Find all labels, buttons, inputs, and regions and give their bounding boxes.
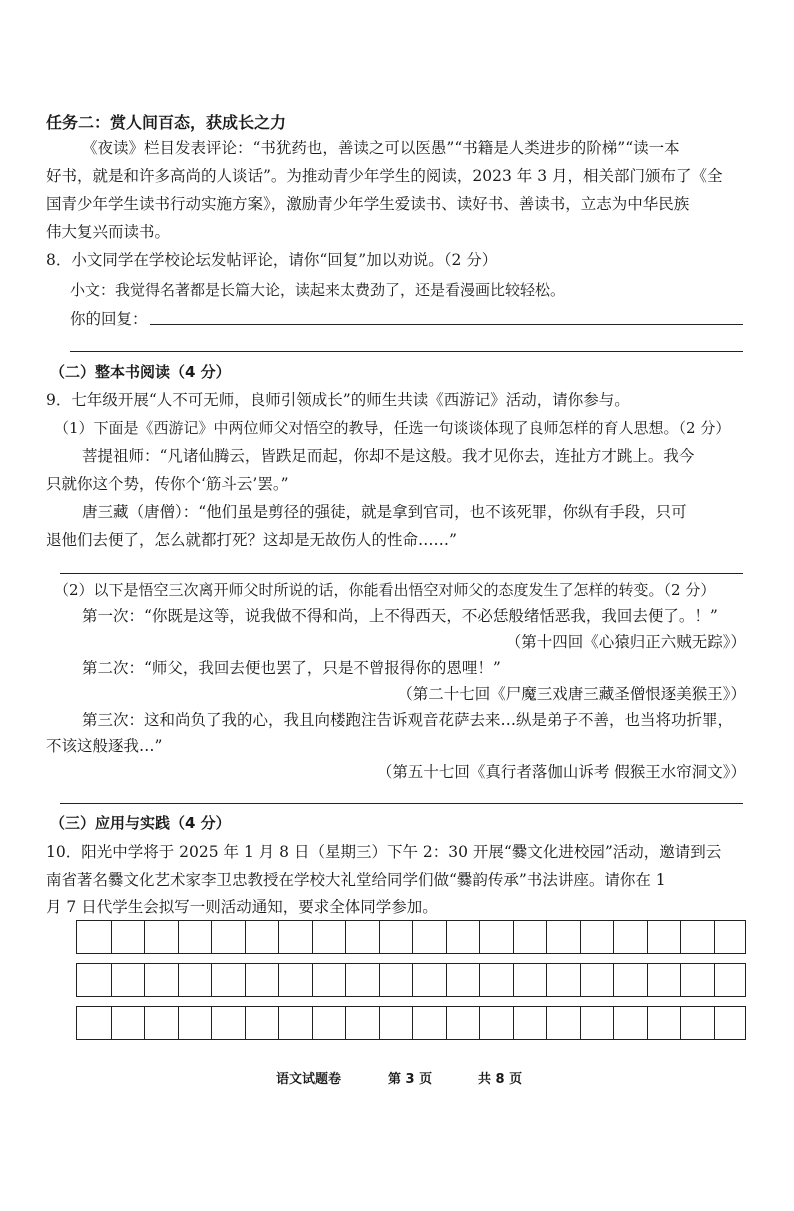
- task2-intro-line-3: 国青少年学生读书行动实施方案》，激励青少年学生爱读书、读好书、善读书，立志为中华民族: [46, 195, 690, 213]
- grid-cell-divider: [513, 964, 514, 996]
- q9-third-quote-line-1: 第三次：这和尚负了我的心，我且向楼跑注告诉观音花萨去来…纵是弟子不善，也当将功折罪，: [82, 711, 734, 729]
- grid-cell-divider: [144, 964, 145, 996]
- grid-cell-divider: [111, 921, 112, 953]
- grid-cell-divider: [111, 964, 112, 996]
- grid-cell-divider: [245, 921, 246, 953]
- grid-cell-divider: [111, 1007, 112, 1039]
- q9-second-source: （第二十七回《尸魔三戏唐三藏圣僧恨逐美猴王》）: [397, 685, 746, 703]
- grid-cell-divider: [546, 921, 547, 953]
- q9-sub2-prompt: （2）以下是悟空三次离开师父时所说的话，你能看出悟空对师父的态度发生了怎样的转变。（2 分）: [54, 581, 716, 599]
- q9-first-quote: 第一次：“你既是这等，说我做不得和尚，上不得西天，不必恁般绪恬恶我，我回去便了。！”: [82, 607, 718, 625]
- grid-cell-divider: [479, 921, 480, 953]
- grid-cell-divider: [680, 964, 681, 996]
- task2-intro-line-4: 伟大复兴而读书。: [46, 223, 171, 241]
- grid-cell-divider: [446, 921, 447, 953]
- grid-cell-divider: [613, 1007, 614, 1039]
- grid-cell-divider: [479, 964, 480, 996]
- grid-cell-divider: [245, 1007, 246, 1039]
- grid-cell-divider: [647, 964, 648, 996]
- task2-intro-line-1: 《夜读》栏目发表评论：“书犹药也，善读之可以医愚”“书籍是人类进步的阶梯”“读一本: [82, 139, 680, 157]
- grid-cell-divider: [714, 964, 715, 996]
- grid-cell-divider: [580, 964, 581, 996]
- grid-cell-divider: [714, 921, 715, 953]
- grid-cell-divider: [412, 921, 413, 953]
- grid-cell-divider: [178, 921, 179, 953]
- grid-cell-divider: [580, 921, 581, 953]
- grid-cell-divider: [211, 1007, 212, 1039]
- q8-answer-line-2[interactable]: [70, 351, 743, 352]
- q9-first-source: （第十四回《心猿归正六贼无踪》）: [505, 633, 746, 651]
- grid-cell-divider: [312, 1007, 313, 1039]
- q9-sub1-answer-line[interactable]: [60, 573, 743, 574]
- q9-third-source: （第五十七回《真行者落伽山诉考 假猴王水帘洞文》）: [376, 763, 746, 781]
- q9-quote1-line-2: 只就你这个势，传你个‘筋斗云’罢。”: [46, 475, 289, 493]
- grid-cell-divider: [546, 964, 547, 996]
- grid-cell-divider: [312, 921, 313, 953]
- grid-cell-divider: [613, 964, 614, 996]
- q9-quote1-line-1: 菩提祖师：“凡诸仙腾云，皆跌足而起，你却不是这般。我才见你去，连扯方才跳上。我今: [82, 447, 695, 465]
- section2-title: （二）整本书阅读（4 分）: [50, 363, 231, 381]
- grid-cell-divider: [144, 921, 145, 953]
- grid-cell-divider: [178, 964, 179, 996]
- task2-title: 任务二：赏人间百态，获成长之力: [46, 113, 287, 132]
- q10-line-1: 10．阳光中学将于 2025 年 1 月 8 日（星期三）下午 2：30 开展“爨文化进校园”活动，邀请到云: [46, 843, 722, 861]
- grid-cell-divider: [446, 1007, 447, 1039]
- grid-cell-divider: [245, 964, 246, 996]
- task2-intro-line-2: 好书，就是和许多高尚的人谈话”。为推动青少年学生的阅读，2023 年 3 月，相关部门颁布了《全: [46, 167, 723, 185]
- q10-line-2: 南省著名爨文化艺术家李卫忠教授在学校大礼堂给同学们做“爨韵传承”书法讲座。请你在 1: [46, 871, 666, 889]
- grid-cell-divider: [479, 1007, 480, 1039]
- q9-quote2-line-2: 退他们去便了，怎么就都打死？这却是无故伤人的性命……”: [46, 531, 457, 549]
- grid-cell-divider: [345, 921, 346, 953]
- grid-cell-divider: [513, 1007, 514, 1039]
- q8-answer-line-1[interactable]: [150, 324, 743, 325]
- q8-question: 8．小文同学在学校论坛发帖评论，请你“回复”加以劝说。（2 分）: [46, 251, 498, 269]
- q9-sub2-answer-line[interactable]: [60, 803, 743, 804]
- q8-post: 小文：我觉得名著都是长篇大论，读起来太费劲了，还是看漫画比较轻松。: [70, 281, 566, 299]
- grid-cell-divider: [647, 921, 648, 953]
- q9-third-quote-line-2: 不该这般逐我…”: [46, 737, 163, 755]
- answer-grid[interactable]: [76, 920, 746, 1040]
- grid-cell-divider: [680, 1007, 681, 1039]
- grid-cell-divider: [345, 1007, 346, 1039]
- grid-cell-divider: [412, 964, 413, 996]
- q9-sub1-prompt: （1）下面是《西游记》中两位师父对悟空的教导，任选一句谈谈体现了良师怎样的育人思想。（2 分）: [54, 419, 731, 437]
- q9-question: 9．七年级开展“人不可无师，良师引领成长”的师生共读《西游记》活动，请你参与。: [46, 391, 630, 409]
- grid-cell-divider: [278, 921, 279, 953]
- grid-cell-divider: [513, 921, 514, 953]
- grid-row-2[interactable]: [76, 963, 746, 997]
- grid-cell-divider: [580, 1007, 581, 1039]
- grid-cell-divider: [379, 1007, 380, 1039]
- grid-cell-divider: [211, 921, 212, 953]
- grid-cell-divider: [345, 964, 346, 996]
- section3-title: （三）应用与实践（4 分）: [50, 814, 231, 832]
- q9-second-quote: 第二次：“师父，我回去便也罢了，只是不曾报得你的恩哩！”: [82, 659, 501, 677]
- grid-cell-divider: [178, 1007, 179, 1039]
- grid-cell-divider: [412, 1007, 413, 1039]
- footer-page-number: 第 3 页: [388, 1072, 433, 1087]
- grid-cell-divider: [446, 964, 447, 996]
- grid-cell-divider: [647, 1007, 648, 1039]
- footer-total-pages: 共 8 页: [478, 1072, 523, 1087]
- grid-cell-divider: [379, 964, 380, 996]
- grid-cell-divider: [278, 964, 279, 996]
- grid-cell-divider: [680, 921, 681, 953]
- grid-cell-divider: [144, 1007, 145, 1039]
- q8-reply-label: 你的回复：: [70, 310, 148, 328]
- grid-cell-divider: [714, 1007, 715, 1039]
- grid-cell-divider: [312, 964, 313, 996]
- grid-row-3[interactable]: [76, 1006, 746, 1040]
- grid-cell-divider: [546, 1007, 547, 1039]
- footer-paper-name: 语文试题卷: [276, 1072, 342, 1087]
- grid-cell-divider: [211, 964, 212, 996]
- q9-quote2-line-1: 唐三藏（唐僧）：“他们虽是剪径的强徒，就是拿到官司，也不该死罪，你纵有手段，只可: [82, 503, 687, 521]
- grid-cell-divider: [278, 1007, 279, 1039]
- q10-line-3: 月 7 日代学生会拟写一则活动通知，要求全体同学参加。: [46, 898, 438, 916]
- grid-cell-divider: [379, 921, 380, 953]
- grid-row-1[interactable]: [76, 920, 746, 954]
- grid-cell-divider: [613, 921, 614, 953]
